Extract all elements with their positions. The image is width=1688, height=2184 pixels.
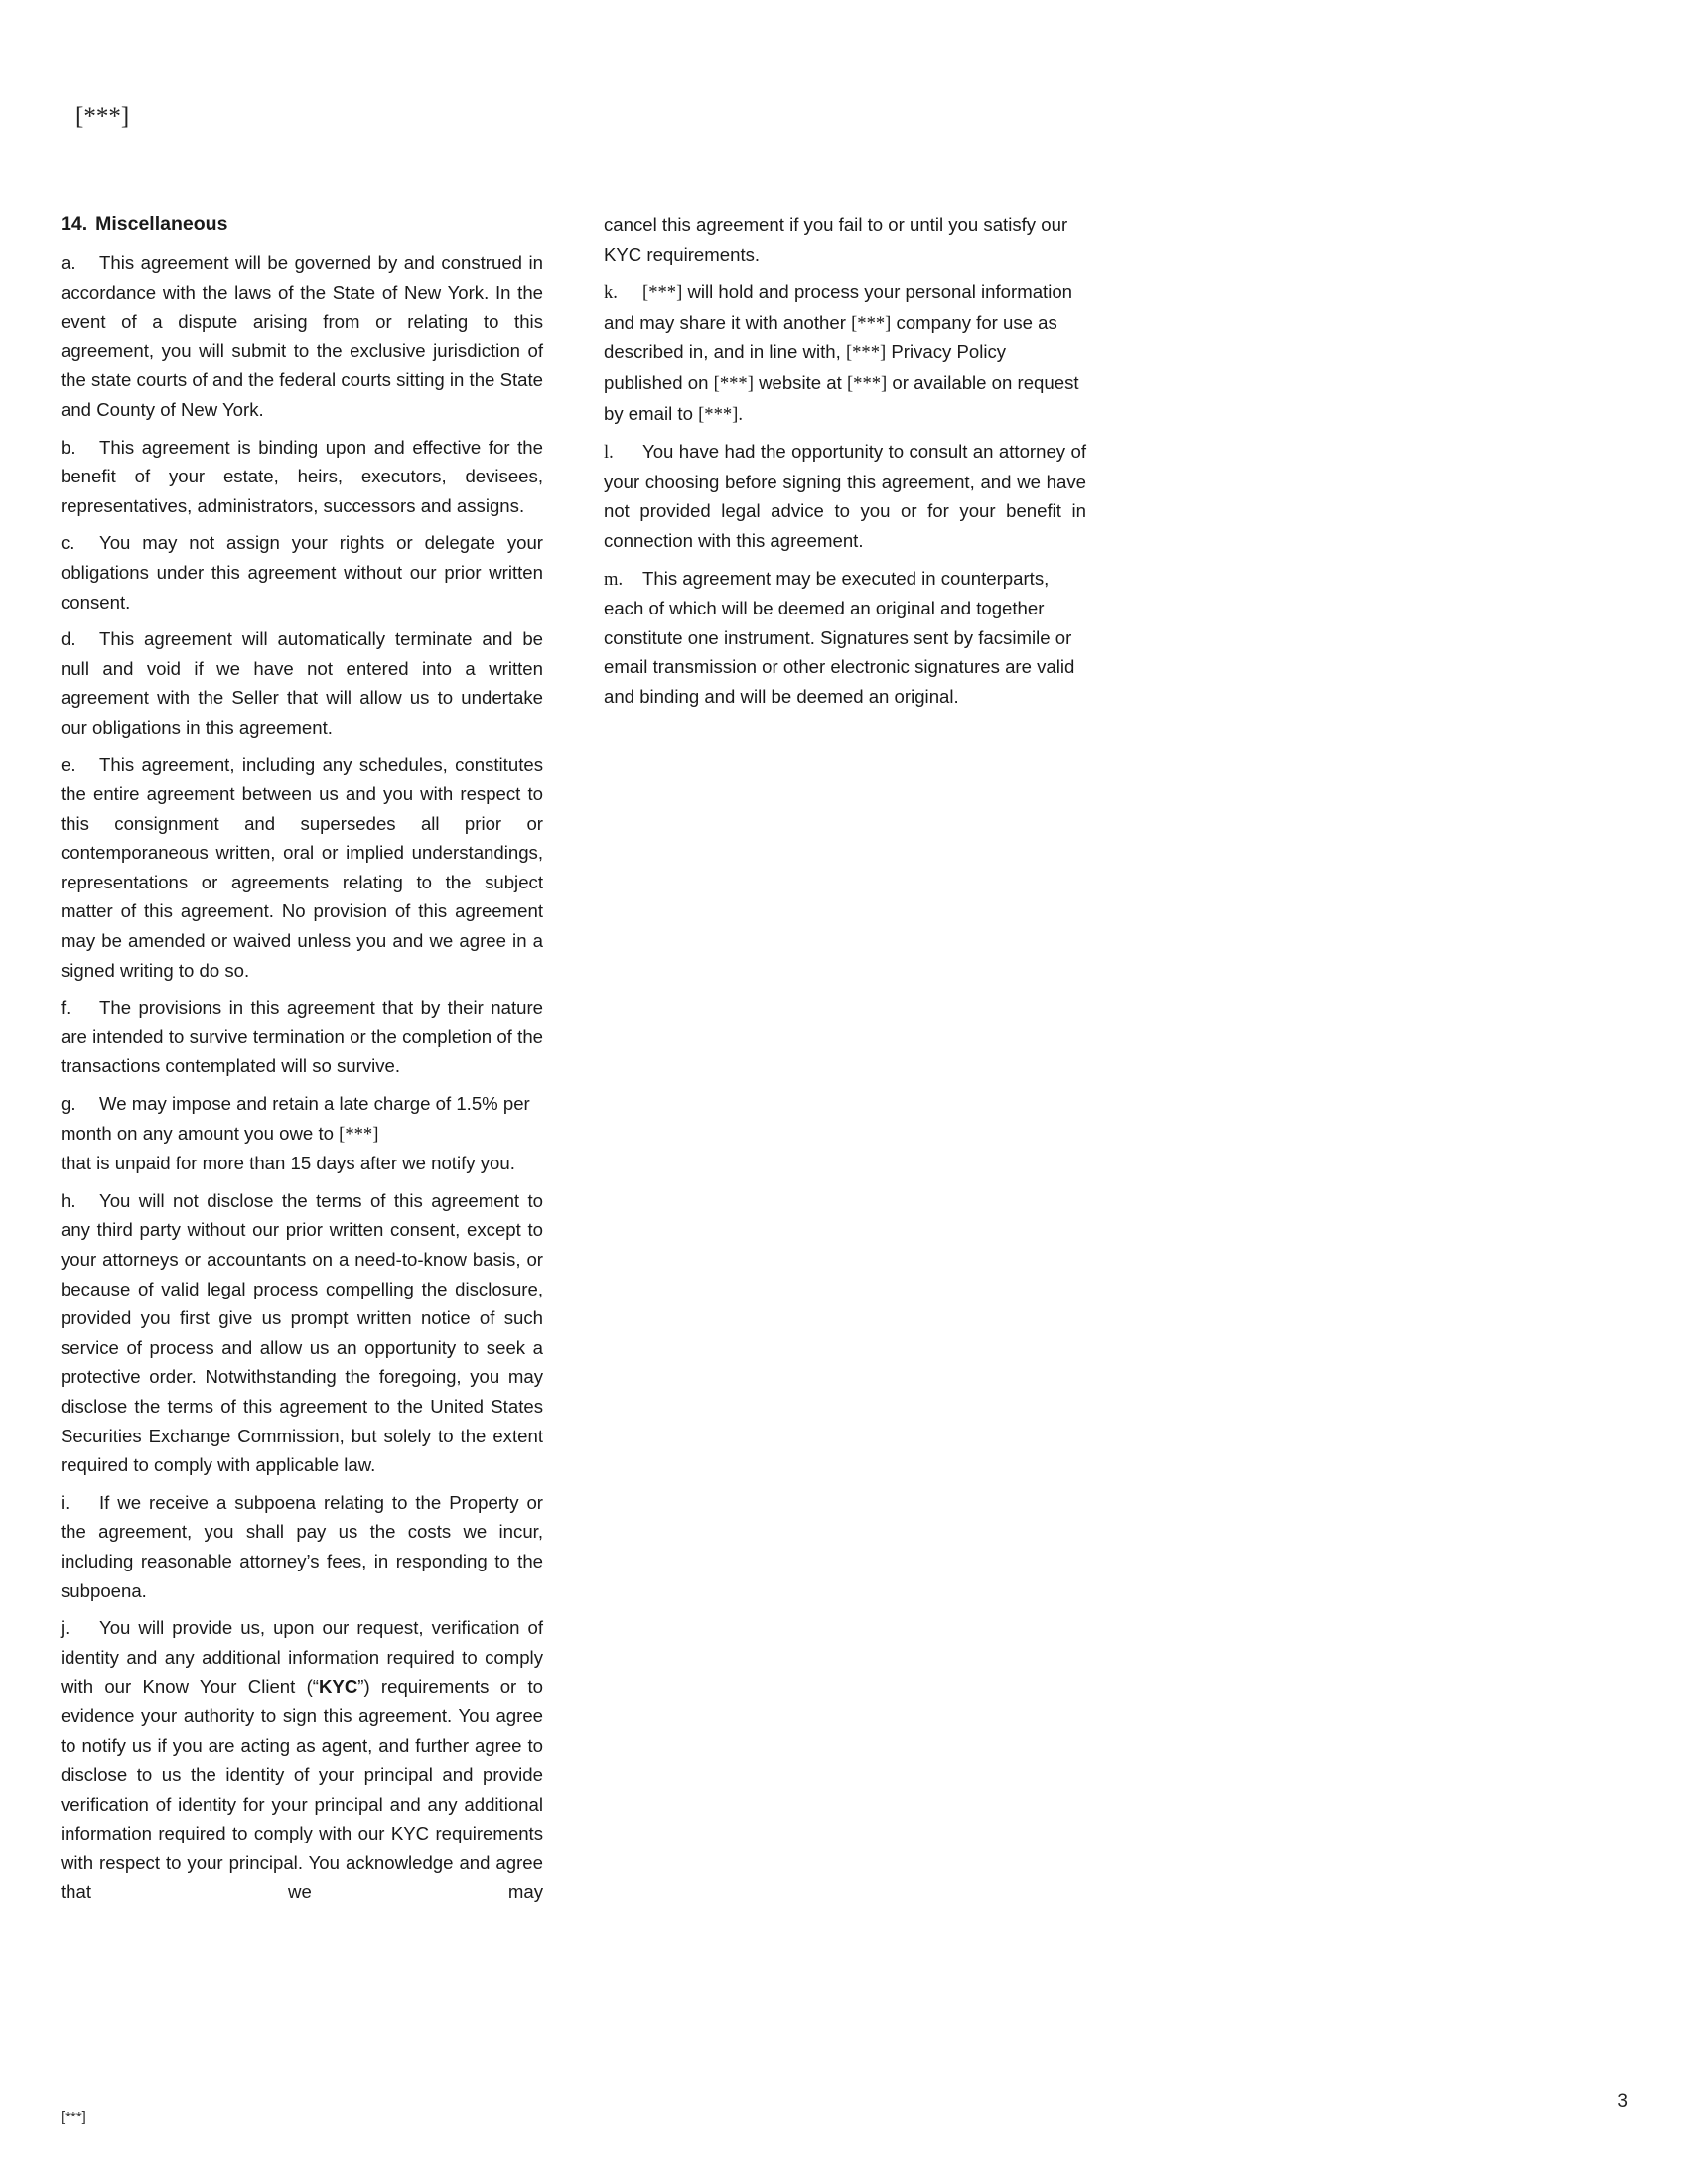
clause-j-continued: cancel this agreement if you fail to or until you satisfy our KYC requirements.: [604, 214, 1068, 265]
clause-a: a. This agreement will be governed by and construed in accordance with the laws of the State of New York. In the event of a dispute arising from or relating to this agreement, you will submit to the exclusive jurisdiction of the state courts of and the federal courts sitting in the State and County of New York.: [61, 252, 543, 420]
clause-l: l. You have had the opportunity to consult an attorney of your choosing before signing this agreement, and we have not provided legal advice to you or for your benefit in connection with this agreement.: [604, 441, 1086, 551]
clause-f: f. The provisions in this agreement that by their nature are intended to survive termination or the completion of the transactions contemplated will so survive.: [61, 997, 543, 1077]
redaction-mark: [***]: [642, 282, 683, 304]
clause-m: m. This agreement may be executed in counterparts, each of which will be deemed an original and together constitute one instrument. Signatures sent by facsimile or email transmission or other electronic signatures are valid and binding and will be deemed an original.: [604, 567, 1075, 707]
clause-b: b. This agreement is binding upon and effective for the benefit of your estate, heirs, executors, devisees, representatives, administrators, successors and assigns.: [61, 436, 543, 516]
section-heading: [61, 210, 543, 239]
redaction-mark: [***].: [698, 403, 744, 425]
header-redaction-mark: [***]: [75, 103, 130, 130]
clause-g: g. We may impose and retain a late charge of 1.5% per month on any amount you owe to [***] that is unpaid for more than 15 days after we notify you.: [61, 1093, 530, 1174]
page-number: 3: [1618, 2091, 1628, 2112]
redaction-mark: [***]: [339, 1123, 379, 1145]
clause-i: i. If we receive a subpoena relating to the Property or the agreement, you shall pay us the costs we incur, including reasonable attorney’s fees, in responding to the subpoena.: [61, 1491, 543, 1601]
kyc-term: KYC: [318, 1676, 358, 1698]
section-title: Miscellaneous: [95, 213, 228, 235]
section-number: 14.: [61, 213, 88, 235]
redaction-mark: [***]: [713, 372, 754, 394]
clause-e: e. This agreement, including any schedules, constitutes the entire agreement between us and you with respect to this consignment and supersedes all prior or contemporaneous written, oral or implied understandings, representations or agreements relating to the subject matter of this agreement. No provision of this agreement may be amended or waived unless you and we agree in a signed writing to do so.: [61, 753, 543, 981]
redaction-mark: [***]: [845, 342, 887, 364]
clause-c: c. You may not assign your rights or delegate your obligations under this agreement without our prior written consent.: [61, 532, 543, 613]
clause-h: h. You will not disclose the terms of this agreement to any third party without our prior written consent, except to your attorneys or accountants on a need-to-know basis, or because of valid legal process compelling the disclosure, provided you first give us prompt written notice of such service of process and allow us an opportunity to seek a protective order. Notwithstanding the foregoing, you may disclose the terms of this agreement to the United States Securities Exchange Commission, but solely to the extent required to comply with applicable law.: [61, 1189, 543, 1476]
right-column: [604, 210, 1086, 720]
footer-redaction-mark: [***]: [61, 2109, 86, 2125]
left-column: [61, 210, 543, 1907]
clause-k: k. [***] will hold and process your personal information and may share it with another [***] company for use as described in, and in line with, [***] Privacy Policy published on [***] website at [***] or available on request by email to [***].: [604, 281, 1079, 425]
clause-d: d. This agreement will automatically terminate and be null and void if we have not entered into a written agreement with the Seller that will allow us to undertake our obligations in this agreement.: [61, 628, 543, 738]
clause-j: j. You will provide us, upon our request, verification of identity and any additional information required to comply with our Know Your Client (“KYC”) requirements or to evidence your authority to sign this agreement. You agree to notify us if you are acting as agent, and further agree to disclose to us the identity of your principal and provide verification of identity for your principal and any additional information required to comply with our KYC requirements with respect to your principal. You acknowledge and agree that we may: [61, 1617, 544, 1903]
redaction-mark: [***]: [846, 372, 888, 394]
redaction-mark: [***]: [851, 312, 892, 334]
